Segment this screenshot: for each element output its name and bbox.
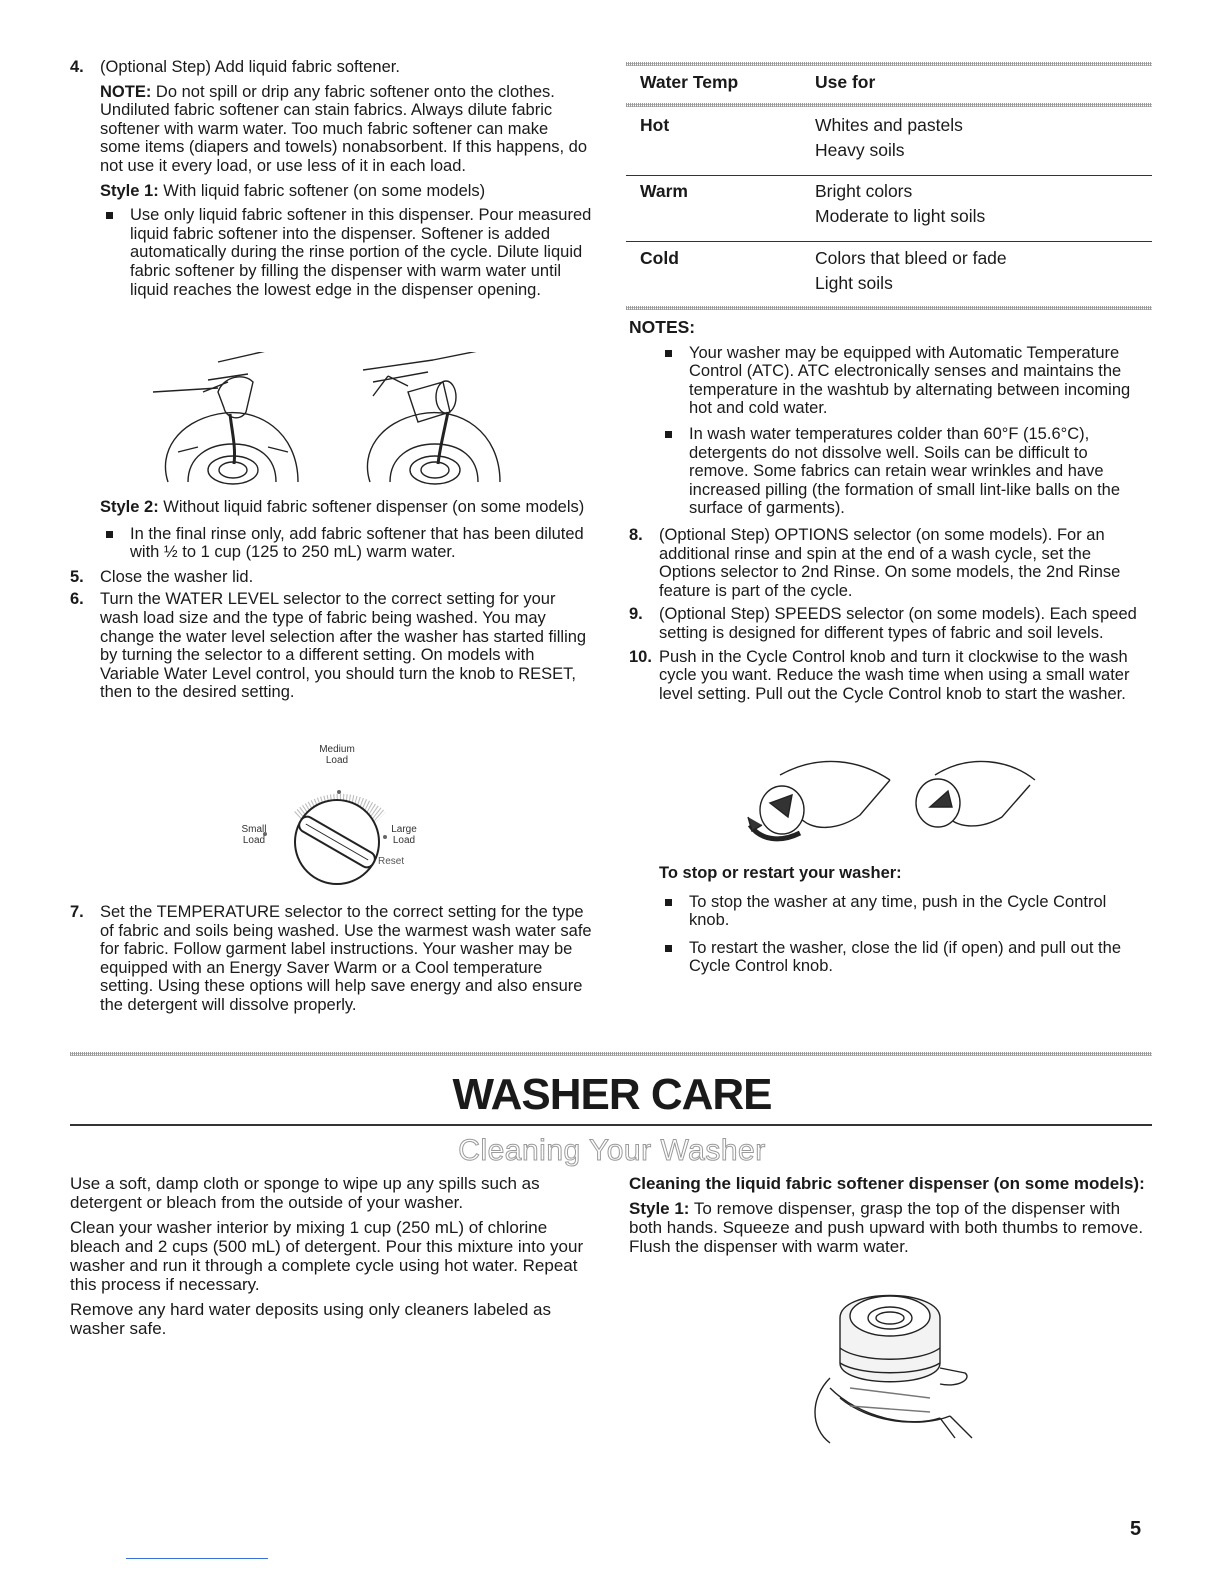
stop-bullet: To restart the washer, close the lid (if open) and pull out the Cycle Control knob.: [659, 939, 1151, 976]
table-bottom-rule: [626, 306, 1152, 310]
step-text: Set the TEMPERATURE selector to the correct setting for the type of fabric and soils being washed. Use the warmest wash water safe for fabric. Follow garment label instructions. Your washer may be equipped with an Energy Saver Warm or a Cool temperature setting. Using these options will help save energy and also ensure the detergent will dissolve properly.: [100, 903, 592, 1014]
step-7: [70, 903, 592, 1015]
table-row-hot: [640, 113, 1140, 163]
style1-heading: [100, 182, 592, 201]
step-number: 7.: [70, 903, 84, 921]
section-divider: [70, 1052, 1152, 1056]
section-subtitle: Cleaning Your Washer: [458, 1134, 766, 1167]
step-10: [629, 648, 1151, 704]
step-text: (Optional Step) Add liquid fabric softener.: [100, 58, 400, 76]
dispenser-removal-illustration: [800, 1288, 980, 1448]
cycle-control-knob-illustration: [740, 755, 1040, 850]
style2-label: Style 2:: [100, 498, 159, 516]
note-item: Your washer may be equipped with Automatic Temperature Control (ATC). ATC electronically senses and maintains the temperature in the washtub by alternating between incoming hot and cold water.: [659, 344, 1151, 418]
page-number: 5: [1130, 1518, 1142, 1540]
style1-text: To remove dispenser, grasp the top of the dispenser with both hands. Squeeze and push upward with both thumbs to remove. Flush the dispenser with warm water.: [629, 1199, 1144, 1256]
left-column-2: [70, 498, 592, 702]
step-number: 4.: [70, 58, 84, 76]
knob-label-small: [239, 824, 269, 846]
table-row-divider: [626, 175, 1152, 176]
step-5: [70, 568, 592, 587]
knob-label-text: Small: [241, 824, 267, 835]
knob-label-large: [389, 824, 419, 846]
step-number: 8.: [629, 525, 643, 544]
knob-label-text: Load: [242, 835, 266, 846]
step-6: [70, 590, 592, 702]
knob-label-medium: [307, 744, 367, 766]
knob-label-reset: Reset: [378, 856, 405, 867]
note-text: Do not spill or drip any fabric softener onto the clothes. Undiluted fabric softener can stain fabrics. Always dilute fabric softener with warm water. Too much fabric softener can make some items (diapers and towels) nonabsorbent. If this happens, do not use it every load, or use less of it in each load.: [100, 82, 588, 175]
footer-rule: [126, 1558, 268, 1559]
table-cell-temp: Hot: [640, 115, 670, 135]
table-cell-use: [815, 179, 1140, 229]
title-underline: [70, 1124, 1152, 1126]
step-number: 9.: [629, 605, 643, 624]
left-column-3: [70, 903, 592, 1015]
step-number: 6.: [70, 590, 84, 609]
style1-text: With liquid fabric softener (on some models): [158, 181, 486, 200]
use-line: Bright colors: [815, 181, 913, 201]
dispenser-cleaning-text: [629, 1199, 1151, 1256]
step-number: 5.: [70, 567, 84, 586]
table-row-divider: [626, 241, 1152, 242]
care-right-column: [629, 1174, 1151, 1256]
style2-text: Without liquid fabric softener dispenser (on some models): [158, 498, 585, 516]
stop-bullet: To stop the washer at any time, push in the Cycle Control knob.: [659, 893, 1151, 930]
style1-label: Style 1:: [100, 181, 159, 200]
step-text: (Optional Step) OPTIONS selector (on some models). For an additional rinse and spin at the end of a wash cycle, set the Options selector to 2nd Rinse. On some models, the 2nd Rinse feature is part of the cycle.: [659, 525, 1121, 600]
right-column: [629, 318, 1151, 703]
style1-bullet: Use only liquid fabric softener in this dispenser. Pour measured liquid fabric softener into the dispenser. Softener is added automatically during the rinse portion of the cycle. Dilute liquid fabric softener by filling the dispenser with warm water until liquid reaches the lowest edge in the dispenser opening.: [100, 206, 592, 299]
table-cell-temp: Warm: [640, 181, 688, 201]
care-paragraph: Remove any hard water deposits using only cleaners labeled as washer safe.: [70, 1300, 551, 1338]
knob-label-text: Medium: [319, 744, 355, 755]
table-header: Water Temp: [640, 72, 739, 92]
style1-label: Style 1:: [629, 1199, 690, 1218]
table-cell-temp: Cold: [640, 248, 679, 268]
step-4: [70, 58, 592, 299]
section-title: WASHER CARE: [452, 1070, 772, 1119]
use-line: Light soils: [815, 273, 893, 293]
use-line: Colors that bleed or fade: [815, 248, 1007, 268]
table-cell-use: [815, 113, 1140, 163]
note-item: In wash water temperatures colder than 60°F (15.6°C), detergents do not dissolve well. Soils can be difficult to remove. Some fabrics can retain wear wrinkles and have increased pilling (the formation of small lint-like balls on the surface of garments).: [659, 425, 1151, 518]
step-8: [629, 526, 1151, 600]
table-row-cold: [640, 246, 1140, 296]
table-header-row: [640, 70, 1140, 95]
left-column: [70, 58, 592, 299]
step-number: 10.: [629, 647, 652, 666]
use-line: Whites and pastels: [815, 115, 963, 135]
step-text: (Optional Step) SPEEDS selector (on some models). Each speed setting is designed for different types of fabric and soil levels.: [659, 605, 1137, 642]
water-level-knob-illustration: [235, 742, 445, 902]
style2-bullet: In the final rinse only, add fabric softener that has been diluted with ½ to 1 cup (125 to 250 mL) warm water.: [100, 525, 592, 562]
knob-label-text: Load: [392, 835, 416, 846]
step-text: Close the washer lid.: [100, 567, 254, 586]
dispenser-cleaning-heading: Cleaning the liquid fabric softener dispenser (on some models):: [629, 1174, 1145, 1193]
care-paragraph: Clean your washer interior by mixing 1 cup (250 mL) of chlorine bleach and 2 cups (500 mL) of detergent. Pour this mixture into your washer and run it through a complete cycle using hot water. Repeat this process if necessary.: [70, 1218, 584, 1294]
use-line: Heavy soils: [815, 140, 905, 160]
care-left-column: [70, 1174, 592, 1338]
notes-title: NOTES:: [629, 317, 696, 337]
table-header-rule: [626, 103, 1152, 107]
note-paragraph: [100, 83, 592, 176]
note-label: NOTE:: [100, 82, 152, 101]
step-text: Turn the WATER LEVEL selector to the correct setting for your wash load size and the type of fabric being washed. You may change the water level selection after the washer has started filling by turning the selector to a different setting. On models with Variable Water Level control, you should turn the knob to RESET, then to the desired setting.: [100, 590, 587, 702]
notes-list: [629, 344, 1151, 518]
water-temp-table: [640, 70, 1140, 95]
knob-label-text: Load: [325, 755, 349, 766]
table-cell-use: [815, 246, 1140, 296]
table-header: Use for: [815, 72, 876, 92]
stop-restart-heading: To stop or restart your washer:: [659, 864, 902, 882]
care-paragraph: Use a soft, damp cloth or sponge to wipe up any spills such as detergent or bleach from the outside of your washer.: [70, 1174, 540, 1212]
knob-label-text: Large: [391, 824, 417, 835]
step-9: [629, 605, 1151, 642]
pouring-softener-illustration: [148, 352, 518, 487]
style2-bullet-wrap: [70, 525, 592, 562]
table-row-warm: [640, 179, 1140, 229]
table-top-rule: [626, 62, 1152, 66]
style2-heading: [70, 498, 592, 517]
right-column-2: [659, 864, 1151, 976]
step-text: Push in the Cycle Control knob and turn it clockwise to the wash cycle you want. Reduce the wash time when using a small water level setting. Pull out the Cycle Control knob to start the washer.: [659, 647, 1130, 703]
use-line: Moderate to light soils: [815, 206, 986, 226]
